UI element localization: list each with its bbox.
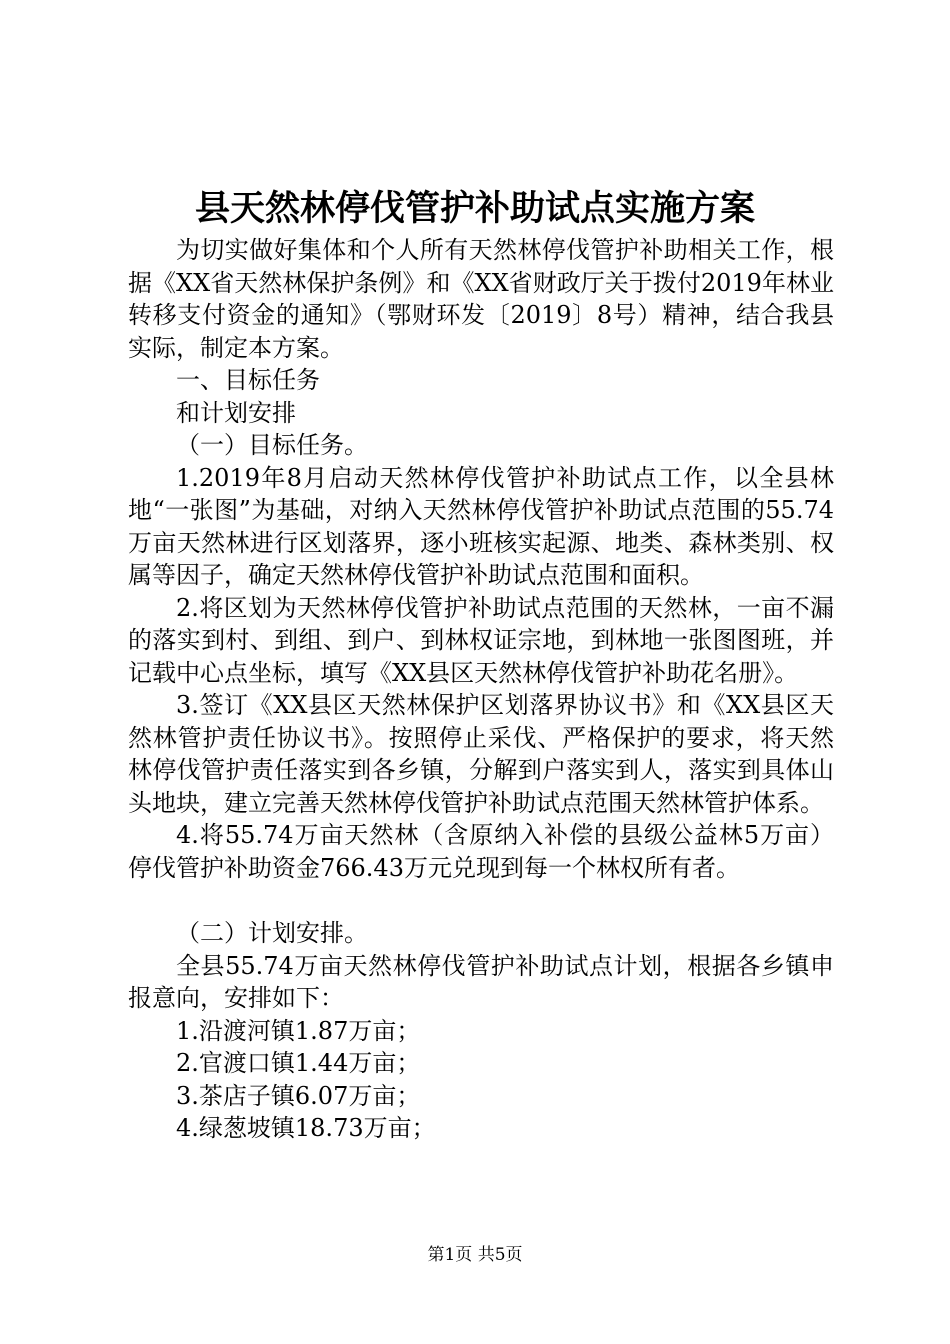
- plan-list-item: 2.官渡口镇1.44万亩；: [176, 1049, 421, 1077]
- paragraph-intro: 为切实做好集体和个人所有天然林停伐管护补助相关工作，根据《XX省天然林保护条例》和《XX省财政厅关于拨付2019年林业转移支付资金的通知》（鄂财环发〔2019〕8号）精神，结合我县实际，制定本方案。: [128, 236, 834, 362]
- heading-goal-tasks: 一、目标任务: [176, 366, 320, 394]
- paragraph-item-2: 2.将区划为天然林停伐管护补助试点范围的天然林，一亩不漏的落实到村、到组、到户、到林权证宗地，到林地一张图图班，并记载中心点坐标，填写《XX县区天然林停伐管护补助花名册》。: [128, 593, 834, 687]
- paragraph-item-4: 4.将55.74万亩天然林（含原纳入补偿的县级公益林5万亩）停伐管护补助资金766.43万元兑现到每一个林权所有者。: [128, 821, 834, 882]
- paragraph-plan-intro: 全县55.74万亩天然林停伐管护补助试点计划，根据各乡镇申报意向，安排如下：: [128, 951, 834, 1012]
- subheading-goal-tasks: （一）目标任务。: [176, 431, 368, 459]
- plan-list-item: 3.茶店子镇6.07万亩；: [176, 1081, 421, 1110]
- blank-line: [128, 884, 834, 917]
- plan-list-item: 1.沿渡河镇1.87万亩；: [176, 1016, 421, 1045]
- plan-list-item: 4.绿葱坡镇18.73万亩；: [176, 1114, 436, 1142]
- paragraph-item-3: 3.签订《XX县区天然林保护区划落界协议书》和《XX县区天然林管护责任协议书》。按照停止采伐、严格保护的要求，将天然林停伐管护责任落实到各乡镇，分解到户落实到人，落实到具体山头地块，建立完善天然林停伐管护补助试点范围天然林管护体系。: [128, 691, 834, 817]
- document-title: 县天然林停伐管护补助试点实施方案: [194, 188, 755, 229]
- page-footer: 第1页 共5页: [427, 1245, 523, 1265]
- subheading-plan: （二）计划安排。: [176, 919, 368, 947]
- paragraph-item-1: 1.2019年8月启动天然林停伐管护补助试点工作，以全县林地“一张图”为基础，对纳入天然林停伐管护补助试点范围的55.74万亩天然林进行区划落界，逐小班核实起源、地类、森林类别、权属等因子，确定天然林停伐管护补助试点范围和面积。: [128, 463, 834, 589]
- heading-continuation: 和计划安排: [176, 398, 296, 427]
- document-body: [128, 234, 834, 1145]
